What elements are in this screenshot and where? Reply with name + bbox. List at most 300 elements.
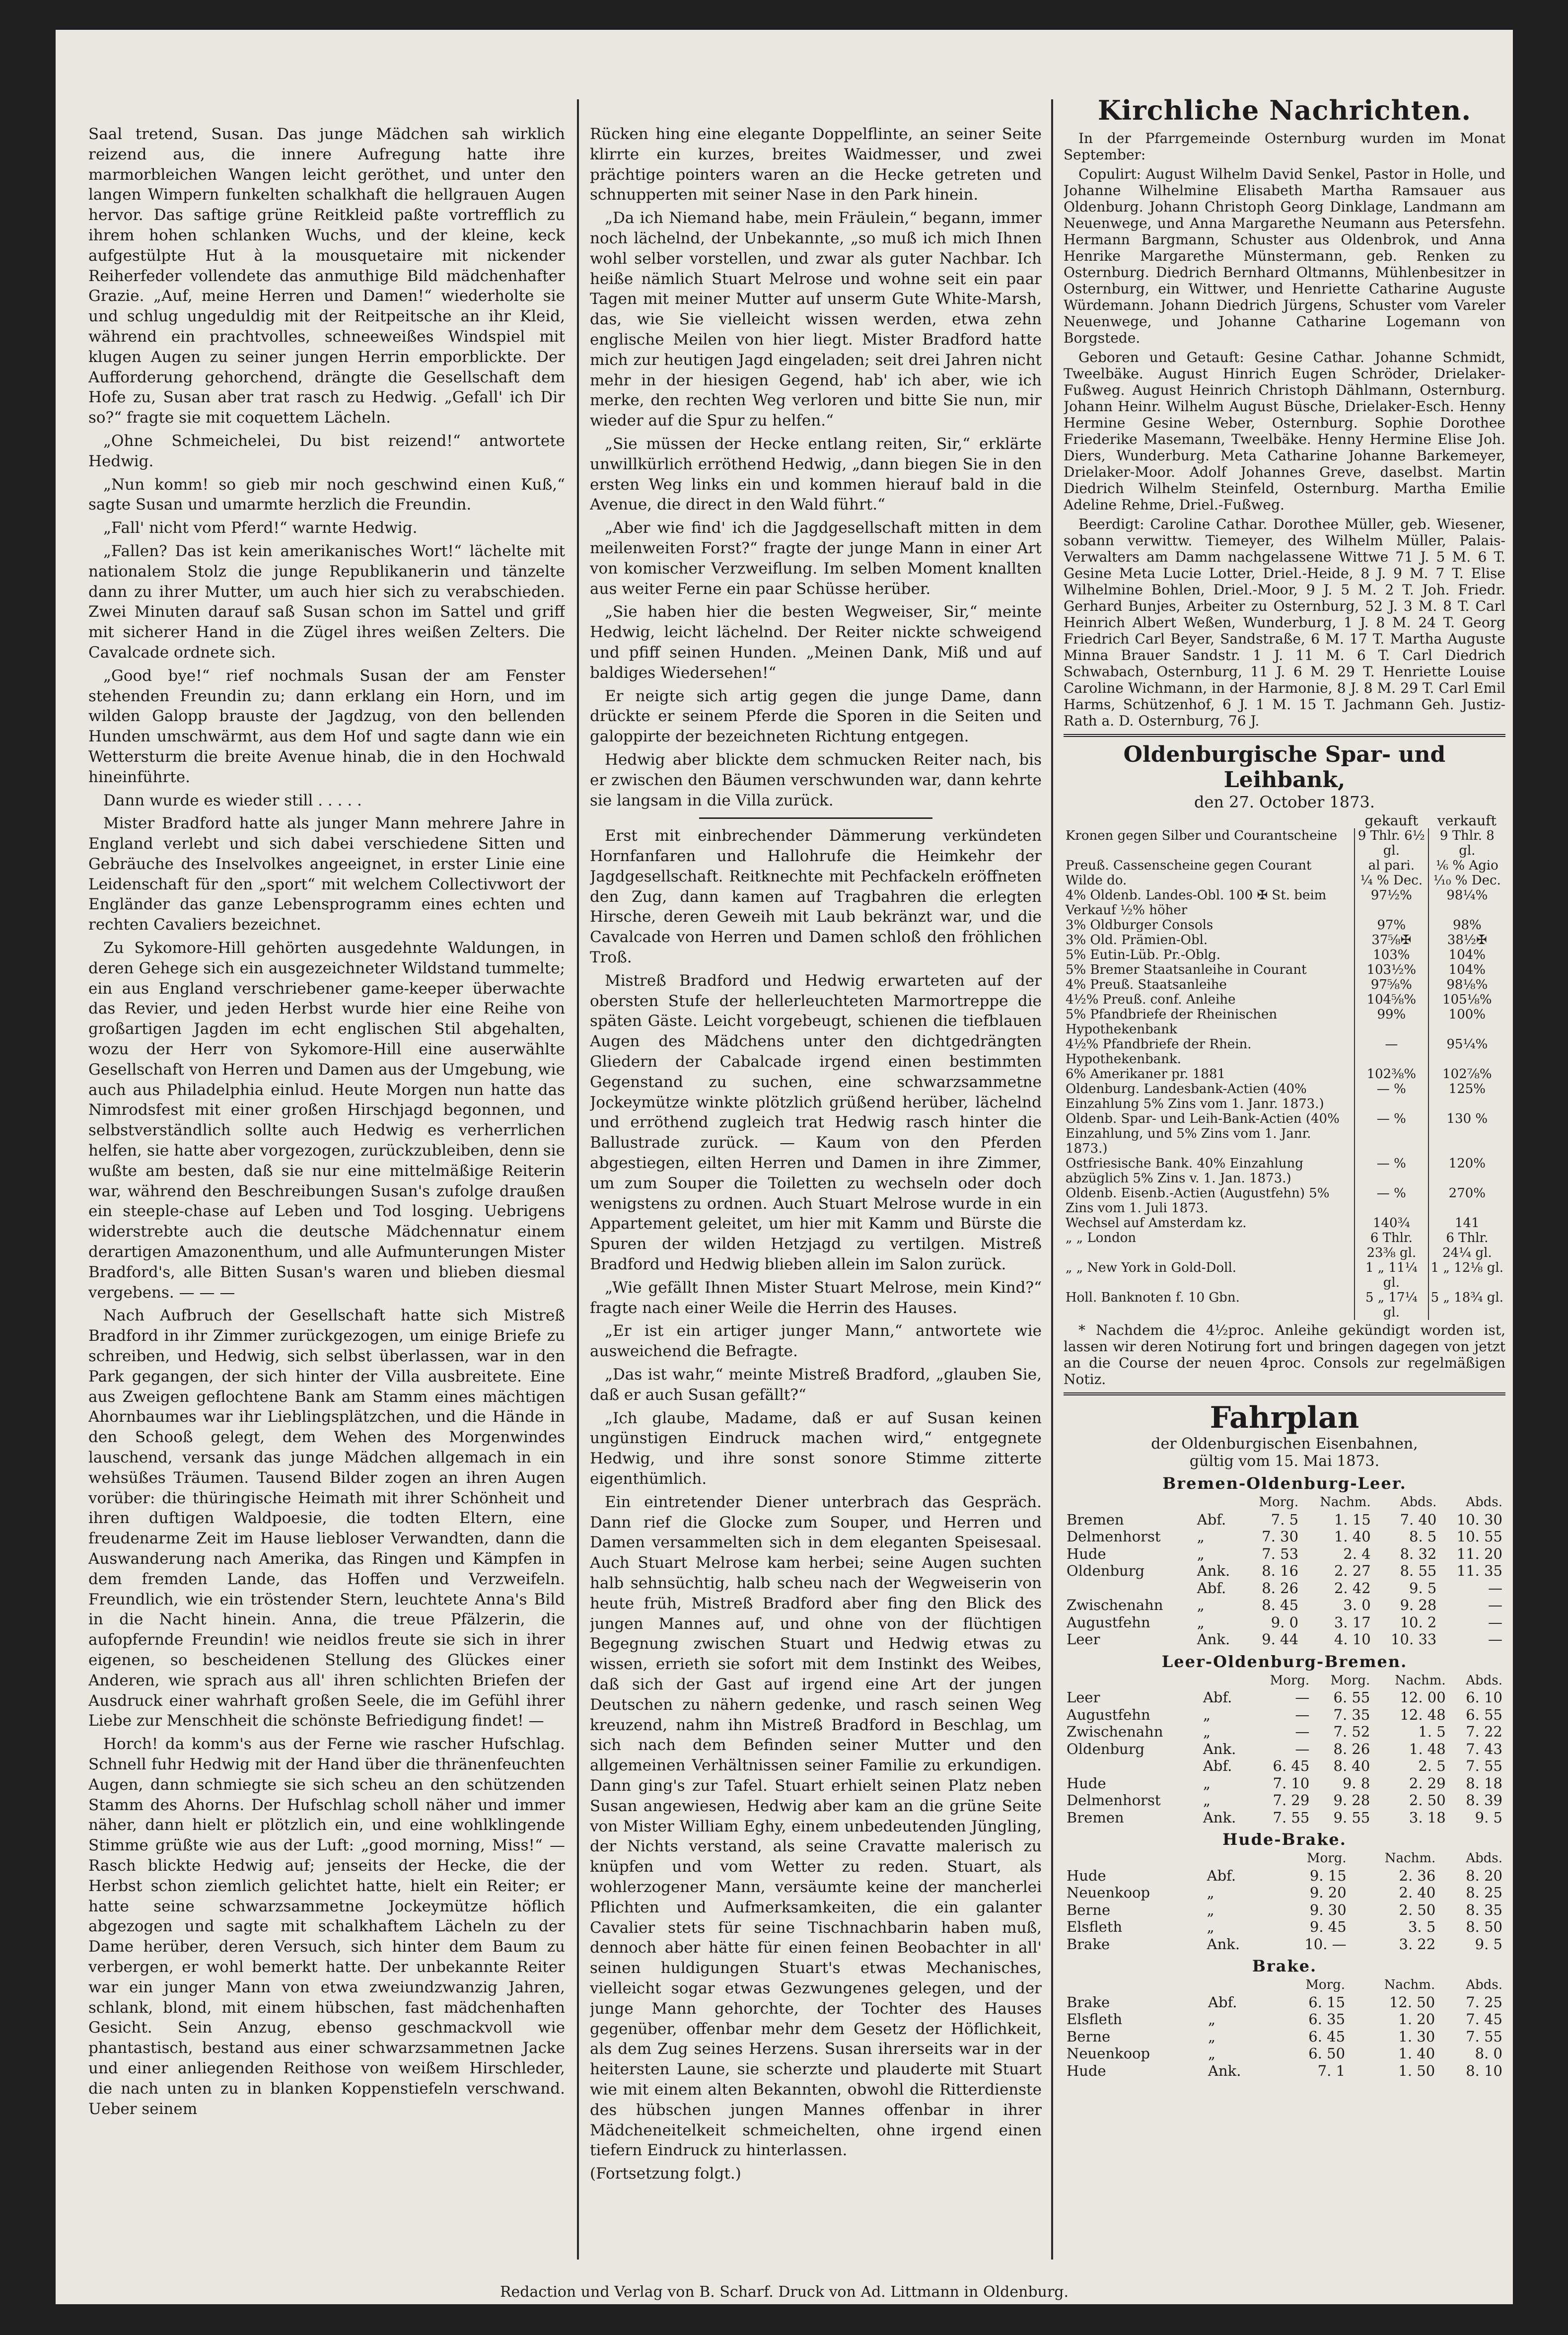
timetable-header-cell xyxy=(1064,1976,1205,1994)
departure-time: 8. 35 xyxy=(1466,1901,1502,1918)
bank-cell-sold: 98% xyxy=(1428,918,1505,933)
timetable-row xyxy=(1064,1528,1505,1545)
timetable-header-cell: Abds. xyxy=(1466,1851,1502,1866)
bank-table xyxy=(1064,813,1505,1320)
bank-cell-sold: 104% xyxy=(1428,962,1505,977)
departure-time: 7. 55 xyxy=(1466,1757,1502,1774)
departure-time: 1. 30 xyxy=(1398,2028,1435,2045)
timetable-row xyxy=(1064,1706,1505,1724)
timetable-header-cell xyxy=(1064,1494,1194,1511)
arr-dep: Abf. xyxy=(1203,1757,1232,1774)
bank-row xyxy=(1064,1231,1505,1260)
bank-title: Oldenburgische Spar- und Leihbank, xyxy=(1123,742,1446,793)
departure-time: 7. 1 xyxy=(1317,2062,1346,2079)
timetable-row xyxy=(1064,1580,1505,1597)
bank-row xyxy=(1064,962,1505,977)
timetable-section-title: Hude-Brake. xyxy=(1222,1830,1347,1849)
bank-cell-security: Wechsel auf Amsterdam kz. xyxy=(1066,1216,1247,1231)
bank-row xyxy=(1064,992,1505,1007)
bank-cell-bought: 102⅜% xyxy=(1354,1067,1428,1082)
departure-time: 7. 5 xyxy=(1271,1511,1299,1528)
newspaper-page xyxy=(56,30,1513,2304)
departure-time: 7. 29 xyxy=(1273,1792,1310,1809)
departure-time: 10. 2 xyxy=(1400,1613,1437,1631)
timetable-header-cell xyxy=(1265,1850,1275,1867)
bank-cell-bought: 140¾ xyxy=(1354,1216,1428,1231)
departure-time: 1. 15 xyxy=(1334,1511,1371,1528)
departure-time: 12. 50 xyxy=(1389,1993,1435,2011)
departure-time: 2. 40 xyxy=(1399,1884,1436,1901)
departure-time: 8. 16 xyxy=(1262,1562,1299,1579)
station-name: Augustfehn xyxy=(1067,1613,1150,1631)
timetable-row xyxy=(1064,1809,1505,1826)
bank-col-verkauft: verkauft xyxy=(1437,812,1497,829)
bank-row xyxy=(1064,1290,1505,1320)
arr-dep: „ xyxy=(1203,1792,1211,1809)
bank-row xyxy=(1064,933,1505,948)
church-news-title: Kirchliche Nachrichten. xyxy=(1097,94,1472,126)
bank-cell-sold: 9 Thlr. 8 gl. xyxy=(1428,828,1505,858)
station-name: Leer xyxy=(1067,1631,1100,1648)
departure-time: 8. 39 xyxy=(1466,1792,1502,1809)
bank-cell-bought: — xyxy=(1354,1037,1428,1067)
departure-time: 7. 40 xyxy=(1400,1511,1437,1528)
departure-time: 7. 45 xyxy=(1466,2011,1502,2028)
departure-time: 7. 55 xyxy=(1273,1809,1310,1826)
bank-cell-sold: 98¼% xyxy=(1428,888,1505,918)
departure-time: 9. 44 xyxy=(1262,1631,1299,1648)
departure-time: 7. 22 xyxy=(1466,1723,1502,1740)
station-name: Delmenhorst xyxy=(1067,1528,1161,1545)
arr-dep: Ank. xyxy=(1203,1740,1236,1757)
bank-cell-bought: — % xyxy=(1354,1156,1428,1186)
bank-cell-security: 4% Preuß. Staatsanleihe xyxy=(1066,977,1227,992)
departure-time: — xyxy=(1488,1631,1502,1648)
departure-time: 12. 48 xyxy=(1400,1706,1446,1723)
departure-time: 8. 50 xyxy=(1466,1918,1502,1935)
bank-cell-bought: 99% xyxy=(1354,1007,1428,1037)
bank-cell-security: 3% Oldburger Consols xyxy=(1066,918,1213,933)
departure-time: — xyxy=(1488,1579,1502,1597)
bank-cell-sold: 120% xyxy=(1428,1156,1505,1186)
paragraph: Horch! da komm's aus der Ferne wie rascher Hufschlag. Schnell fuhr Hedwig mit der Hand über die thränenfeuchten Augen, dann schmiegte sie sich scheu an den schützenden Stamm des Ahorns. Der Hufschlag scholl näher und immer näher, dann hielt er plötzlich ein, und eine wohlklingende Stimme grüßte wie aus der Luft: „good morning, Miss!“ — Rasch blickte Hedwig auf; jenseits der Hecke, die der Herbst schon ziemlich gelichtet hatte, hielt ein Reiter; er hatte seine schwarzsammetne Jockeymütze höflich abgezogen und sagte mit schalkhaftem Lächeln zu der Dame herüber, deren Versuch, sich hinter dem Baum zu verbergen, er wohl bemerkt hatte. Der unbekannte Reiter war ein junger Mann von etwa zweiundzwanzig Jahren, schlank, blond, mit einem hübschen, fast mädchenhaften Gesicht. Sein Anzug, ebenso geschmackvoll wie phantastisch, bestand aus einer schwarzsammetnen Jacke und einer anliegenden Reithose von weißem Hirschleder, die nach unten zu in blanken Koppenstiefeln verschwand. Ueber seinem xyxy=(88,1735,565,2118)
departure-time: 8. 10 xyxy=(1466,2062,1502,2079)
arr-dep: „ xyxy=(1208,2028,1216,2045)
timetable-header-cell: Morg. xyxy=(1307,1851,1347,1866)
imprint: Redaction und Verlag von B. Scharf. Druck von Ad. Littmann in Oldenburg. xyxy=(499,2283,1069,2301)
departure-time: 1. 40 xyxy=(1334,1528,1371,1545)
departure-time: 6. 35 xyxy=(1308,2011,1346,2028)
timetable-header-cell: Nachm. xyxy=(1384,1851,1436,1866)
departure-time: 7. 55 xyxy=(1466,2028,1502,2045)
paragraph: Mistreß Bradford und Hedwig erwarteten auf der obersten Stufe der hellerleuchteten Marmortreppe die späten Gäste. Leicht vorgebeugt, schienen die tiefblauen Augen des Mädchens unter den dichtgedrängten Gliedern der Cabalcade irgend einen bestimmten Gegenstand zu suchen, eine schwarzsammetne Jockeymütze winkte plötzlich grüßend herüber, lächelnd und erröthend zugleich trat Hedwig rasch hinter die Ballustrade zurück. — Kaum von den Pferden abgestiegen, eilten Herren und Damen in ihre Zimmer, um zum Souper die Toiletten zu wechseln oder doch wenigstens zu ordnen. Auch Stuart Melrose wurde in ein Appartement geleitet, um hier mit Kamm und Bürste die Spuren der wilden Hetzjagd zu vertilgen. Mistreß Bradford und Hedwig blieben allein im Salon zurück. xyxy=(590,971,1042,1274)
bank-cell-sold: 95¼% xyxy=(1428,1037,1505,1067)
column-rule xyxy=(577,99,579,2260)
station-name: Elsfleth xyxy=(1067,1918,1123,1935)
bank-cell-sold: 130 % xyxy=(1428,1111,1505,1156)
bank-cell-security: „ „ New York in Gold-Doll. xyxy=(1066,1260,1237,1275)
bank-cell-bought: ¼ % Dec. xyxy=(1354,873,1428,888)
departure-time xyxy=(1265,1901,1275,1919)
bank-cell-security: 3% Old. Prämien-Obl. xyxy=(1066,933,1208,948)
departure-time: — xyxy=(1488,1597,1502,1613)
bank-cell-bought: 9 Thlr. 6½ gl. xyxy=(1354,828,1428,858)
timetable-table xyxy=(1064,1976,1505,2079)
bank-cell-security: 4½% Preuß. conf. Anleihe xyxy=(1066,992,1236,1007)
bank-cell-sold: ⅙ % Agio xyxy=(1428,858,1505,873)
arr-dep: Abf. xyxy=(1197,1511,1226,1528)
timetable-header-cell xyxy=(1204,1850,1265,1867)
timetable-section-title: Bremen-Oldenburg-Leer. xyxy=(1162,1474,1407,1493)
bank-cell-security: 5% Eutin-Lüb. Pr.-Oblg. xyxy=(1066,948,1221,962)
station-name: Brake xyxy=(1067,1935,1110,1953)
station-name: Hude xyxy=(1067,1867,1106,1884)
bank-cell-security: 4½% Pfandbriefe der Rhein. Hypothekenbank. xyxy=(1066,1037,1252,1067)
departure-time: 7. 35 xyxy=(1333,1706,1370,1723)
story-column-2 xyxy=(590,124,1042,2289)
departure-time xyxy=(1267,2045,1276,2062)
departure-time: 8. 0 xyxy=(1475,2045,1502,2062)
section-divider xyxy=(699,817,932,819)
arr-dep: „ xyxy=(1203,1706,1211,1723)
timetable-header-cell xyxy=(1205,1976,1267,1994)
departure-time: 9. 5 xyxy=(1475,1809,1502,1826)
timetable-header-cell xyxy=(1064,1850,1204,1867)
departure-time: — xyxy=(1295,1689,1310,1706)
timetable-row xyxy=(1064,1631,1505,1648)
bank-cell-security: Holl. Banknoten f. 10 Gbn. xyxy=(1066,1290,1240,1305)
departure-time: 8. 26 xyxy=(1262,1579,1299,1597)
timetable-row xyxy=(1064,2028,1505,2045)
bank-cell-sold: ⅒ % Dec. xyxy=(1428,873,1505,888)
departure-time: 8. 55 xyxy=(1400,1562,1437,1579)
bank-cell-sold: 105⅛% xyxy=(1428,992,1505,1007)
paragraph: „Ohne Schmeichelei, Du bist reizend!“ antwortete Hedwig. xyxy=(88,432,565,470)
paragraph: „Er ist ein artiger junger Mann,“ antwortete wie ausweichend die Befragte. xyxy=(590,1322,1042,1361)
timetable-header-cell xyxy=(1194,1494,1244,1511)
bank-cell-bought: — % xyxy=(1354,1082,1428,1111)
bank-cell-security: 6% Amerikaner pr. 1881 xyxy=(1066,1067,1226,1082)
departure-time: 8. 18 xyxy=(1466,1774,1502,1792)
station-name: Oldenburg xyxy=(1067,1562,1145,1579)
paragraph: „Good bye!“ rief nochmals Susan der am Fenster stehenden Freundin zu; dann erklang ein Horn, und im wilden Galopp brauste der Jagdzug, von den bellenden Hunden umschwärmt, aus dem Hof und sagte dann wie ein Wettersturm die breite Avenue hinab, die in den Hochwald hineinführte. xyxy=(88,666,565,786)
timetable-row xyxy=(1064,1614,1505,1631)
church-news-copulirt: Copulirt: August Wilhelm David Senkel, Pastor in Holle, und Johanne Wilhelmine Elisabeth Martha Ramsauer aus Oldenburg. Johann Christoph Georg Dinklage, Landmann am Neuenwege, und Anna Margarethe Neumann aus Petersfehn. Hermann Bargmann, Schuster aus Oldenbrok, und Anna Henrike Margarethe Münstermann, geb. Renken zu Osternburg. Diedrich Bernhard Oltmanns, Mühlenbesitzer in Osternburg, ein Wittwer, und Henriette Catharine Auguste Würdemann. Johann Diedrich Jürgens, Schuster vom Vareler Neuenwege, und Johanne Catharine Logemann von Borgstede. xyxy=(1064,166,1505,346)
bank-cell-bought: 97½% xyxy=(1354,888,1428,918)
timetable-header-cell: Nachm. xyxy=(1320,1495,1371,1510)
bank-cell-security: Preuß. Cassenscheine gegen Courant xyxy=(1066,858,1312,873)
paragraph: Er neigte sich artig gegen die junge Dame, dann drückte er seinem Pferde die Sporen in die Seiten und galoppirte der bezeichneten Richtung entgegen. xyxy=(590,687,1042,746)
paragraph: Dann wurde es wieder still . . . . . xyxy=(103,791,362,809)
bank-row xyxy=(1064,1156,1505,1186)
departure-time: 2. 50 xyxy=(1399,1901,1436,1918)
bank-row xyxy=(1064,1260,1505,1290)
bank-row xyxy=(1064,1067,1505,1082)
departure-time: 3. 0 xyxy=(1343,1597,1371,1613)
church-news-beerdigt: Beerdigt: Caroline Cathar. Dorothee Müller, geb. Wiesener, sobann verwittw. Tiemeyer, des Wilhelm Müller, Palais-Verwalters am Damm nachgelassene Wittwe 71 J. 5 M. 6 T. Gesine Meta Lucie Lotter, Driel.-Heide, 8 J. 9 M. 7 T. Elise Wilhelmine Bohlen, Driel.-Moor, 9 J. 5 M. 2 T. Joh. Friedr. Gerhard Bunjes, Arbeiter zu Osternburg, 52 J. 3 M. 8 T. Carl Heinrich Albert Weßen, Wunderburg, 1 J. 8 M. 24 T. Georg Friedrich Carl Beyer, Sandstraße, 6 M. 17 T. Martha Auguste Minna Brauer Sandstr. 1 J. 11 M. 6 T. Carl Diedrich Schwabach, Osternburg, 11 J. 6 M. 29 T. Henriette Louise Caroline Wichmann, in der Harmonie, 8 J. 8 M. 29 T. Carl Emil Harms, Schützenhof, 6 J. 1 M. 15 T. Jachmann Geh. Justiz-Rath a. D. Osternburg, 76 J. xyxy=(1064,516,1505,729)
departure-time: 2. 50 xyxy=(1409,1792,1446,1809)
arr-dep: „ xyxy=(1208,2011,1216,2028)
station-name: Bremen xyxy=(1067,1511,1124,1528)
departure-time: 1. 40 xyxy=(1398,2045,1435,2062)
bank-cell-security: Kronen gegen Silber und Courantscheine xyxy=(1066,828,1338,843)
bank-cell-sold: 100% xyxy=(1428,1007,1505,1037)
arr-dep: Ank. xyxy=(1203,1809,1236,1826)
departure-time: 9. 28 xyxy=(1333,1792,1370,1809)
timetable-row xyxy=(1064,2011,1505,2028)
bank-row xyxy=(1064,1111,1505,1156)
paragraph: „Nun komm! so gieb mir noch geschwind einen Kuß,“ sagte Susan und umarmte herzlich die Freundin. xyxy=(88,475,565,514)
timetable-title: Fahrplan xyxy=(1210,1400,1359,1435)
departure-time: 1. 5 xyxy=(1418,1723,1446,1740)
arr-dep: „ xyxy=(1197,1528,1205,1545)
departure-time xyxy=(1267,2028,1276,2045)
bank-cell-sold: 5 „ 18¾ gl. xyxy=(1428,1290,1505,1320)
station-name: Berne xyxy=(1067,2028,1111,2045)
departure-time: — xyxy=(1295,1706,1310,1723)
column-rule xyxy=(1051,99,1053,2260)
timetable-table xyxy=(1064,1494,1505,1648)
departure-time: 9. 45 xyxy=(1309,1918,1347,1935)
timetable-row xyxy=(1064,1741,1505,1758)
departure-time: 8. 26 xyxy=(1333,1740,1370,1757)
paragraph: „Sie haben hier die besten Wegweiser, Sir,“ meinte Hedwig, leicht lächelnd. Der Reiter nickte schweigend und pfiff seinen Hunden. „Meinen Dank, Miß und auf baldiges Wiedersehen!“ xyxy=(590,603,1042,682)
bank-cell-security: Oldenb. Eisenb.-Actien (Augustfehn) 5% Zins vom 1. Juli 1873. xyxy=(1066,1186,1330,1216)
departure-time xyxy=(1267,2062,1276,2080)
bank-cell-sold: 270% xyxy=(1428,1186,1505,1216)
departure-time: 8. 40 xyxy=(1333,1757,1370,1774)
bank-row xyxy=(1064,858,1505,873)
arr-dep: Abf. xyxy=(1208,1993,1237,2011)
station-name: Augustfehn xyxy=(1067,1706,1150,1723)
timetable-subtitle: der Oldenburgischen Eisenbahnen, xyxy=(1151,1435,1418,1453)
church-news xyxy=(1064,94,1505,729)
bank-cell-sold: 104% xyxy=(1428,948,1505,962)
departure-time: 11. 35 xyxy=(1456,1562,1502,1579)
bank-cell-sold: 1 „ 12⅛ gl. xyxy=(1428,1260,1505,1290)
paragraph: Mister Bradford hatte als junger Mann mehrere Jahre in England verlebt und sich dabei verschiedene Sitten und Gebräuche des Inselvolkes angeeignet, in erster Linie eine Leidenschaft für den „sport“ mit welchem Collectivwort der Engländer das ganze Lebensprogramm eines echten und rechten Cavaliers bezeichnet. xyxy=(88,814,565,934)
timetable-header-cell xyxy=(1200,1672,1252,1689)
paragraph: Saal tretend, Susan. Das junge Mädchen sah wirklich reizend aus, die innere Aufregung hatte ihre marmorbleichen Wangen leicht geröthet, und unter den langen Wimpern funkelten schalkhaft die hellgrauen Augen hervor. Das saftige grüne Reitkleid paßte vortrefflich zu ihrem hohen schlanken Wuchs, und der kleine, keck aufgestülpte Hut à la mousquetaire mit nickender Reiherfeder vollendete das anmuthige Bild mädchenhafter Grazie. „Auf, meine Herren und Damen!“ wiederholte sie und schlug ungeduldig mit der Reitpeitsche an ihr Kleid, während ein prachtvolles, schneeweißes Windspiel mit klugen Augen zu seiner jungen Herrin emporblickte. Der Aufforderung gehorchend, drängte die Gesellschaft dem Hofe zu, Susan aber trat rasch zu Hedwig. „Gefall' ich Dir so?“ fragte sie mit coquettem Lächeln. xyxy=(88,125,565,427)
church-news-geboren: Geboren und Getauft: Gesine Cathar. Johanne Schmidt, Tweelbäke. August Hinrich Eugen Schröder, Drielaker-Fußweg. August Heinrich Christoph Dählmann, Osternburg. Johann Heinr. Wilhelm August Büsche, Drielaker-Esch. Henny Hermine Gesine Weber, Osternburg. Sophie Dorothee Friederike Masemann, Tweelbäke. Henny Hermine Elise Joh. Diers, Wunderburg. Meta Catharine Johanne Barkemeyer, Drielaker-Moor. Adolf Johannes Greve, daselbst. Martin Diedrich Wilhelm Steinfeld, Osternburg. Martha Emilie Adeline Rehme, Driel.-Fußweg. xyxy=(1064,349,1505,513)
paragraph: „Da ich Niemand habe, mein Fräulein,“ begann, immer noch lächelnd, der Unbekannte, „so muß ich mich Ihnen wohl selber vorstellen, und zwar als guter Nachbar. Ich heiße nämlich Stuart Melrose und wohne seit ein paar Tagen mit meiner Mutter auf unserm Gute White-Marsh, das, wie Sie vielleicht wissen werden, etwa zehn englische Meilen von hier liegt. Mister Bradford hatte mich zur heutigen Jagd eingeladen; seit drei Jahren nicht mehr in der hiesigen Gegend, hab' ich aber, wie ich merke, den rechten Weg verloren und bitte Sie nun, mir wieder auf die Spur zu helfen.“ xyxy=(590,209,1042,430)
paragraph: „Das ist wahr,“ meinte Mistreß Bradford, „glauben Sie, daß er auch Susan gefällt?“ xyxy=(590,1366,1042,1404)
departure-time: 3. 5 xyxy=(1408,1918,1436,1935)
timetable-table xyxy=(1064,1850,1505,1953)
departure-time: 8. 32 xyxy=(1400,1545,1437,1562)
bank-row xyxy=(1064,1216,1505,1231)
timetable-row xyxy=(1064,1901,1505,1919)
departure-time: 7. 43 xyxy=(1466,1740,1502,1757)
bank-row xyxy=(1064,1186,1505,1216)
departure-time: 3. 18 xyxy=(1409,1809,1446,1826)
station-name: Hude xyxy=(1067,2062,1106,2079)
departure-time xyxy=(1265,1884,1275,1901)
timetable-row xyxy=(1064,1562,1505,1580)
station-name: Leer xyxy=(1067,1689,1100,1706)
timetable xyxy=(1064,1400,1505,2079)
bank-cell-security: 4% Oldenb. Landes-Obl. 100 ✠ St. beim Verkauf ½% höher xyxy=(1066,888,1327,918)
departure-time: 9. 55 xyxy=(1333,1809,1370,1826)
bank-cell-security: Oldenb. Spar- und Leih-Bank-Actien (40% Einzahlung, und 5% Zins vom 1. Janr. 1873.) xyxy=(1066,1111,1340,1156)
departure-time: 2. 36 xyxy=(1399,1867,1436,1884)
departure-time: 10. — xyxy=(1304,1935,1347,1953)
departure-time: 2. 29 xyxy=(1409,1774,1446,1792)
departure-time: 7. 53 xyxy=(1262,1545,1299,1562)
bank-cell-bought: 103½% xyxy=(1354,962,1428,977)
departure-time: 9. 8 xyxy=(1342,1774,1370,1792)
departure-time: 9. 28 xyxy=(1400,1597,1437,1613)
timetable-row xyxy=(1064,2045,1505,2062)
departure-time: 3. 17 xyxy=(1334,1613,1371,1631)
departure-time: 6. 45 xyxy=(1273,1757,1310,1774)
departure-time: 1. 20 xyxy=(1398,2011,1435,2028)
departure-time: 3. 22 xyxy=(1399,1935,1436,1953)
departure-time: 9. 5 xyxy=(1475,1935,1502,1953)
departure-time: 11. 20 xyxy=(1456,1545,1502,1562)
timetable-header-cell: Morg. xyxy=(1330,1673,1370,1688)
arr-dep: „ xyxy=(1207,1918,1214,1935)
timetable-header-cell xyxy=(1064,1672,1200,1689)
station-name: Brake xyxy=(1067,1993,1110,2011)
timetable-header-cell: Nachm. xyxy=(1395,1673,1446,1688)
timetable-row xyxy=(1064,1918,1505,1936)
departure-time: 7. 10 xyxy=(1273,1774,1310,1792)
timetable-row xyxy=(1064,1867,1505,1885)
bank-cell-bought: 37⅝✠ xyxy=(1354,933,1428,948)
bank-row xyxy=(1064,977,1505,992)
station-name: Zwischenahn xyxy=(1067,1597,1163,1613)
departure-time: 2. 5 xyxy=(1418,1757,1446,1774)
departure-time: 9. 20 xyxy=(1309,1884,1347,1901)
timetable-valid: gültig vom 15. Mai 1873. xyxy=(1189,1453,1380,1470)
paragraph: Rücken hing eine elegante Doppelflinte, an seiner Seite klirrte ein kurzes, breites Waidmesser, und zwei prächtige pointers waren an die Hecke getreten und schnupperten mit seiner Nase in den Park hinein. xyxy=(590,125,1042,204)
bank-cell-bought: al pari. xyxy=(1354,858,1428,873)
arr-dep: „ xyxy=(1197,1613,1205,1631)
departure-time: 7. 52 xyxy=(1333,1723,1370,1740)
departure-time: 1. 50 xyxy=(1398,2062,1435,2079)
paragraph: „Aber wie find' ich die Jagdgesellschaft mitten in dem meilenweiten Forst?“ fragte der junge Mann in einer Art von komischer Verzweiflung. Im selben Moment knallten aus weiter Ferne ein paar Schüsse herüber. xyxy=(590,519,1042,598)
timetable-row xyxy=(1064,2062,1505,2080)
departure-time: 10. 55 xyxy=(1456,1528,1502,1545)
bank-cell-security: 5% Bremer Staatsanleihe in Courant xyxy=(1066,962,1307,977)
paragraph: „Ich glaube, Madame, daß er auf Susan keinen ungünstigen Eindruck machen wird,“ entgegnete Hedwig, und ihre sonst sonore Stimme zitterte eigenthümlich. xyxy=(590,1409,1042,1488)
departure-time: 12. 00 xyxy=(1400,1689,1446,1706)
departure-time: 10. 33 xyxy=(1391,1631,1437,1648)
arr-dep: „ xyxy=(1207,1884,1214,1901)
timetable-header-cell: Abds. xyxy=(1400,1495,1437,1510)
timetable-row xyxy=(1064,1511,1505,1529)
departure-time: 6. 45 xyxy=(1308,2028,1346,2045)
bank-col-gekauft: gekauft xyxy=(1364,812,1419,829)
arr-dep: Ank. xyxy=(1207,1935,1240,1953)
arr-dep: „ xyxy=(1203,1723,1211,1740)
timetable-row xyxy=(1064,1545,1505,1563)
bank-cell-bought: — % xyxy=(1354,1111,1428,1156)
continuation-note: (Fortsetzung folgt.) xyxy=(590,2165,741,2183)
divider xyxy=(1064,734,1505,737)
timetable-section-title: Brake. xyxy=(1252,1957,1317,1975)
station-name: Elsfleth xyxy=(1067,2011,1123,2028)
departure-time xyxy=(1265,1867,1275,1885)
timetable-row xyxy=(1064,1775,1505,1792)
departure-time: 9. 30 xyxy=(1309,1901,1347,1918)
bank-cell-security: Ostfriesische Bank. 40% Einzahlung abzüglich 5% Zins v. 1. Jan. 1873.) xyxy=(1066,1156,1303,1186)
bank-row xyxy=(1064,888,1505,918)
station-name: Zwischenahn xyxy=(1067,1723,1163,1740)
station-name: Bremen xyxy=(1067,1809,1124,1826)
bank-cell-bought: 97% xyxy=(1354,918,1428,933)
departure-time: 2. 4 xyxy=(1343,1545,1371,1562)
timetable-row xyxy=(1064,1723,1505,1741)
bank-cell-bought: 103% xyxy=(1354,948,1428,962)
bank-row xyxy=(1064,1007,1505,1037)
bank-cell-bought: 1 „ 11¼ gl. xyxy=(1354,1260,1428,1290)
timetable-header-cell xyxy=(1267,1976,1276,1994)
timetable-header-cell: Abds. xyxy=(1466,1673,1502,1688)
bank-rates xyxy=(1064,742,1505,1387)
departure-time: 7. 25 xyxy=(1466,1993,1502,2011)
bank-cell-sold: 38½✠ xyxy=(1428,933,1505,948)
timetable-header-cell: Morg. xyxy=(1270,1673,1310,1688)
arr-dep: „ xyxy=(1203,1774,1211,1792)
bank-row xyxy=(1064,918,1505,933)
bank-cell-bought: 97⅝% xyxy=(1354,977,1428,992)
departure-time: 9. 5 xyxy=(1409,1579,1437,1597)
departure-time xyxy=(1267,2011,1276,2028)
paragraph: „Sie müssen der Hecke entlang reiten, Sir,“ erklärte unwillkürlich erröthend Hedwig, „dann biegen Sie in den ersten Weg links ein und kommen hierauf bald in die Avenue, die direct in den Wald führt.“ xyxy=(590,435,1042,514)
timetable-section-title: Leer-Oldenburg-Bremen. xyxy=(1161,1652,1408,1671)
story-column-1 xyxy=(88,124,565,2289)
departure-time: 9. 15 xyxy=(1309,1867,1347,1884)
paragraph: Nach Aufbruch der Gesellschaft hatte sich Mistreß Bradford in ihr Zimmer zurückgezogen, um einige Briefe zu schreiben, und Hedwig, sich selbst überlassen, war in den Park gegangen, der sich hinter der Villa ausbreitete. Eine aus Zweigen geflochtene Bank am Stamm eines mächtigen Ahornbaumes war ihr Lieblingsplätzchen, und die Hände in den Schooß gelegt, dem Wehen des Morgenwindes lauschend, versank das junge Mädchen allgemach in ein wehsüßes Träumen. Tausend Bilder zogen an ihren Augen vorüber: die thüringische Heimath mit ihrer Schönheit und ihren duftigen Waldpoesie, die todten Eltern, eine freudenarme Zeit im Hause liebloser Verwandten, dann die Auswanderung nach Amerika, das Ringen und Kämpfen in dem fremden Lande, das Hoffen und Verzweifeln. Freundlich, wie ein tröstender Stern, leuchtete Anna's Bild in die Nacht hinein. Anna, die treue Pfälzerin, die aufopfernde Freundin! wie neidlos freute sie sich in ihrer eigenen, so bescheidenen Stellung des Glückes einer Anderen, wie sprach aus all' ihren schlichten Briefen der Ausdruck einer wahrhaft großen Seele, die im Gefühl ihrer Liebe zur Menschheit die schönste Befriedigung findet! — xyxy=(88,1307,565,1730)
station-name: Berne xyxy=(1067,1901,1111,1918)
paragraph: Hedwig aber blickte dem schmucken Reiter nach, bis er zwischen den Bäumen verschwunden war, dann kehrte sie langsam in die Villa zurück. xyxy=(590,750,1042,809)
timetable-row xyxy=(1064,1884,1505,1901)
church-news-intro: In der Pfarrgemeinde Osternburg wurden im Monat September: xyxy=(1064,130,1505,163)
timetable-row xyxy=(1064,1792,1505,1809)
bank-cell-security: Oldenburg. Landesbank-Actien (40% Einzahlung 5% Zins vom 1. Janr. 1873.) xyxy=(1066,1082,1324,1111)
bank-date: den 27. October 1873. xyxy=(1194,793,1375,811)
departure-time: — xyxy=(1488,1613,1502,1631)
timetable-header-cell: Morg. xyxy=(1259,1495,1299,1510)
bank-cell-sold: 141 xyxy=(1428,1216,1505,1231)
station-name xyxy=(1064,1757,1200,1775)
bank-cell-bought: 6 Thlr. 23⅜ gl. xyxy=(1354,1231,1428,1260)
timetable-row xyxy=(1064,1597,1505,1614)
station-name: Neuenkoop xyxy=(1067,2045,1150,2062)
bank-row xyxy=(1064,1082,1505,1111)
bank-cell-sold: 102⅞% xyxy=(1428,1067,1505,1082)
timetable-row xyxy=(1064,1757,1505,1775)
timetable-table xyxy=(1064,1672,1505,1826)
station-name: Delmenhorst xyxy=(1067,1792,1161,1809)
paragraph: „Fallen? Das ist kein amerikanisches Wort!“ lächelte mit nationalem Stolz die junge Republikanerin und tänzelte dann zu ihrer Mutter, um auch hier sich zu verabschieden. Zwei Minuten darauf saß Susan schon im Sattel und griff mit sicherer Hand in die Zügel ihres weißen Zelters. Die Cavalcade ordnete sich. xyxy=(88,542,565,661)
departure-time: 8. 20 xyxy=(1466,1867,1502,1884)
bank-cell-bought: 104⅝% xyxy=(1354,992,1428,1007)
departure-time: 8. 5 xyxy=(1409,1528,1437,1545)
bank-cell-security: „ „ London xyxy=(1066,1231,1137,1245)
timetable-row xyxy=(1064,1994,1505,2011)
paragraph: Erst mit einbrechender Dämmerung verkündeten Hornfanfaren und Hallohrufe die Heimkehr der Jagdgesellschaft. Reitknechte mit Pechfackeln eröffneten den Zug, dann kamen auf Tragbahren die erlegten Hirsche, deren Geweih mit Laub bekränzt war, und die Cavalcade von Herren und Damen schloß den fröhlichen Troß. xyxy=(590,827,1042,967)
timetable-header-cell: Abds. xyxy=(1466,1495,1502,1510)
bank-cell-security: 5% Pfandbriefe der Rheinischen Hypothekenbank xyxy=(1066,1007,1278,1037)
arr-dep: Abf. xyxy=(1207,1867,1236,1884)
departure-time: 8. 45 xyxy=(1262,1597,1299,1613)
arr-dep: Abf. xyxy=(1203,1689,1232,1706)
departure-time: 6. 55 xyxy=(1466,1706,1502,1723)
bank-cell-bought: — % xyxy=(1354,1186,1428,1216)
